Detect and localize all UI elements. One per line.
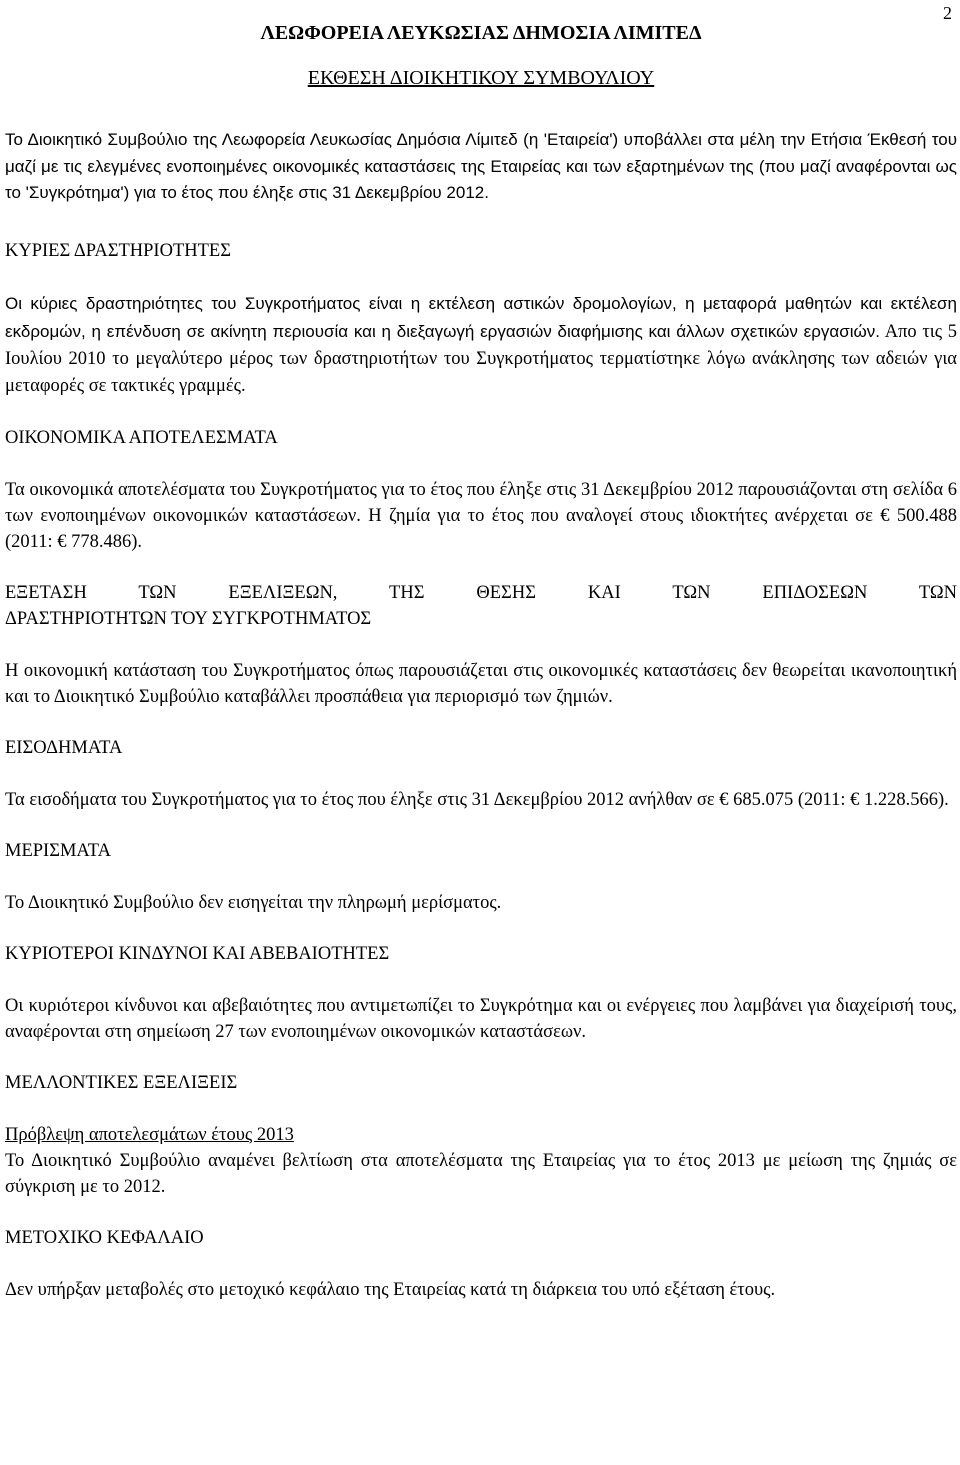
section-heading-revenue: ΕΙΣΟΔΗΜΑΤΑ (5, 737, 123, 758)
section-heading-activities: ΚΥΡΙΕΣ ΔΡΑΣΤΗΡΙΟΤΗΤΕΣ (5, 240, 231, 261)
activities-text-sans: Οι κύριες δραστηριότητες του Συγκροτήματος είναι η εκτέλεση αστικών δρομολογίων, η μεταφορά μαθητών και εκτέλεση εκδρομών, η επένδυση σε ακίνητη περιουσία και η διεξαγωγή εργασιών διαφήμισης και άλλων σχετικών εργασιών. (5, 293, 957, 341)
section-heading-review-line1: ΕΞΕΤΑΣΗ ΤΩΝ ΕΞΕΛΙΞΕΩΝ, ΤΗΣ ΘΕΣΗΣ ΚΑΙ ΤΩΝ ΕΠΙΔΟΣΕΩΝ ΤΩΝ (5, 582, 957, 603)
activities-text-serif: Απο τις 5 Ιουλίου 2010 το μεγαλύτερο μέρος των δραστηριοτήτων του Συγκροτήματος τερματίστηκε λόγω ανάκλησης των αδειών για μεταφορές σε τακτικές γραμμές. (5, 321, 958, 396)
review-paragraph: Η οικονομική κατάσταση του Συγκροτήματος όπως παρουσιάζεται στις οικονομικές καταστάσεις δεν θεωρείται ικανοποιητική και το Διοικητικό Συμβούλιο καταβάλλει προσπάθεια για περιορισμό των ζημιών. (5, 660, 957, 707)
section-heading-future: ΜΕΛΛΟΝΤΙΚΕΣ ΕΞΕΛΙΞΕΙΣ (5, 1072, 238, 1093)
results-paragraph: Τα οικονομικά αποτελέσματα του Συγκροτήματος για το έτος που έληξε στις 31 Δεκεμβρίου 2012 παρουσιάζονται στη σελίδα 6 των ενοποιημένων οικονομικών καταστάσεων. Η ζημία για το έτος που αναλογεί στους ιδιοκτήτες ανέρχεται σε € 500.488 (2011: € 778.486). (5, 479, 957, 552)
dividends-paragraph: Το Διοικητικό Συμβούλιο δεν εισηγείται την πληρωμή μερίσματος. (5, 892, 502, 913)
document-title: ΛΕΩΦΟΡΕΙΑ ΛΕΥΚΩΣΙΑΣ ΔΗΜΟΣΙΑ ΛΙΜΙΤΕΔ (260, 22, 702, 44)
section-heading-dividends: ΜΕΡΙΣΜΑΤΑ (5, 840, 111, 861)
activities-paragraph (5, 290, 957, 400)
intro-paragraph: Το Διοικητικό Συμβούλιο της Λεωφορεία Λευκωσίας Δημόσια Λίμιτεδ (η 'Εταιρεία') υποβάλλει στα μέλη την Ετήσια Έκθεσή του μαζί με τις ελεγμένες ενοποιημένες οικονομικές καταστάσεις της Εταιρείας και των εξαρτημένων της (που μαζί αναφέρονται ως το 'Συγκρότημα') για το έτος που έληξε στις 31 Δεκεμβρίου 2012. (5, 130, 957, 202)
revenue-paragraph: Τα εισοδήματα του Συγκροτήματος για το έτος που έληξε στις 31 Δεκεμβρίου 2012 ανήλθαν σε € 685.075 (2011: € 1.228.566). (5, 789, 949, 810)
document-page (5, 0, 957, 1303)
future-paragraph: Το Διοικητικό Συμβούλιο αναμένει βελτίωση στα αποτελέσματα της Εταιρείας για το έτος 2013 με μείωση της ζημιάς σε σύγκριση με το 2012. (5, 1150, 957, 1197)
section-heading-review-line2: ΔΡΑΣΤΗΡΙΟΤΗΤΩΝ ΤΟΥ ΣΥΓΚΡΟΤΗΜΑΤΟΣ (5, 608, 372, 629)
section-heading-results: ΟΙΚΟΝΟΜΙΚΑ ΑΠΟΤΕΛΕΣΜΑΤΑ (5, 427, 278, 448)
capital-paragraph: Δεν υπήρξαν μεταβολές στο μετοχικό κεφάλαιο της Εταιρείας κατά τη διάρκεια του υπό εξέταση έτους. (5, 1279, 776, 1300)
section-heading-capital: ΜΕΤΟΧΙΚΟ ΚΕΦΑΛΑΙΟ (5, 1227, 204, 1248)
section-heading-risks: ΚΥΡΙΟΤΕΡΟΙ ΚΙΝΔΥΝΟΙ ΚΑΙ ΑΒΕΒΑΙΟΤΗΤΕΣ (5, 943, 390, 964)
future-subheading: Πρόβλεψη αποτελεσμάτων έτους 2013 (5, 1124, 294, 1145)
risks-paragraph: Οι κυριότεροι κίνδυνοι και αβεβαιότητες που αντιμετωπίζει το Συγκρότημα και οι ενέργειες που λαμβάνει για διαχείρισή τους, αναφέρονται στη σημείωση 27 των ενοποιημένων οικονομικών καταστάσεων. (5, 995, 957, 1042)
page-number: 2 (943, 3, 952, 23)
document-subtitle: ΕΚΘΕΣΗ ΔΙΟΙΚΗΤΙΚΟΥ ΣΥΜΒΟΥΛΙΟΥ (307, 67, 655, 89)
